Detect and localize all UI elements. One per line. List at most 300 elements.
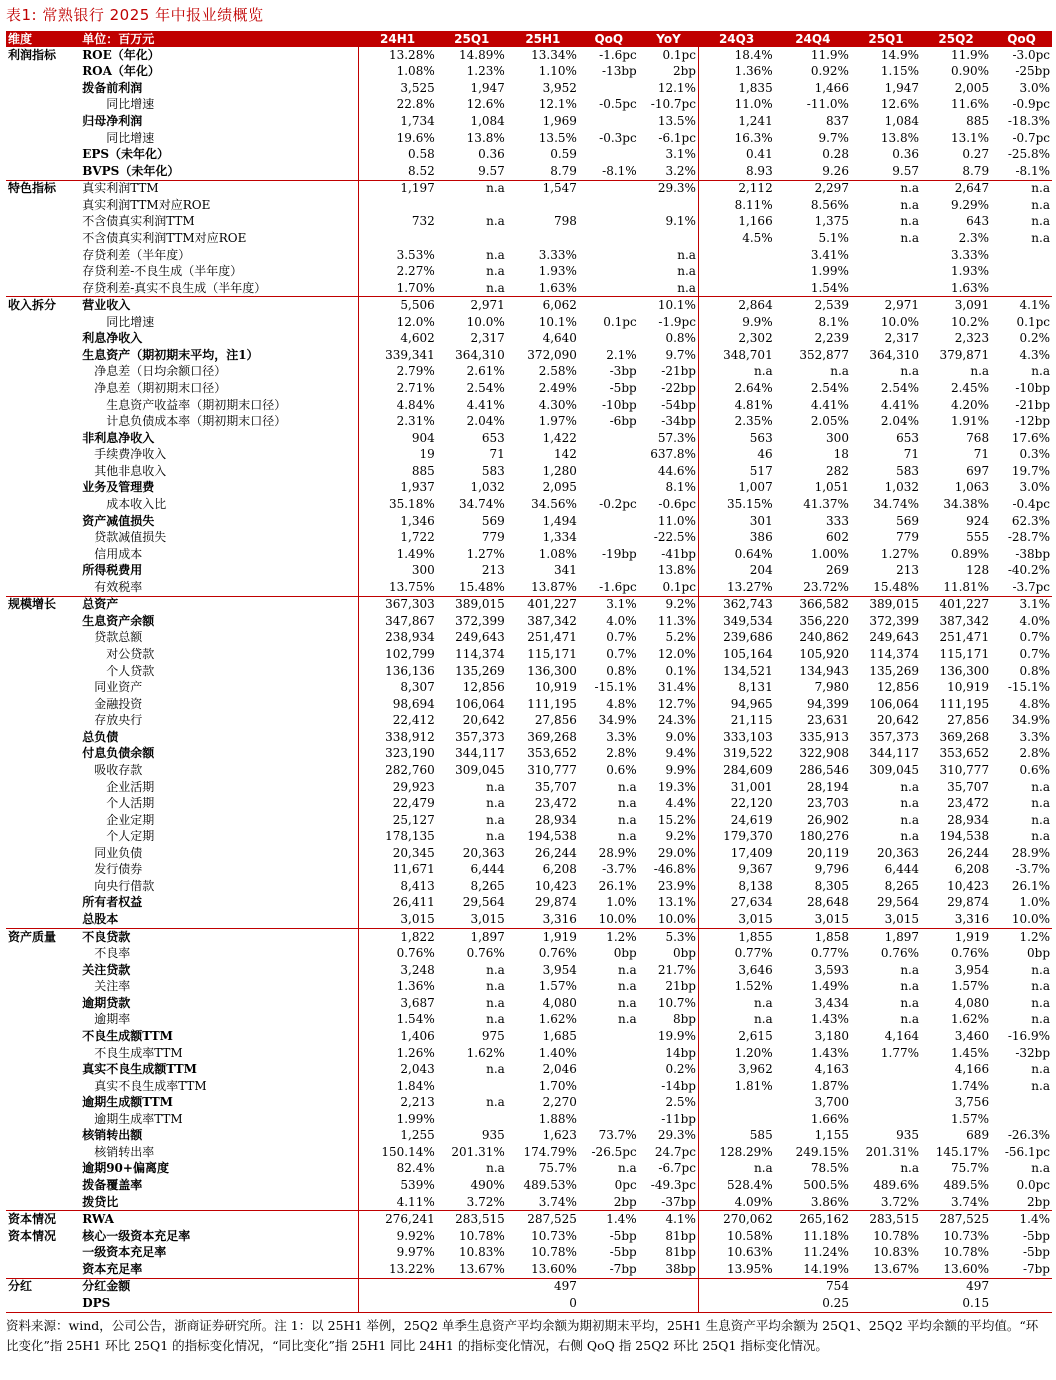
table-row — [6, 113, 1052, 130]
value-cell — [579, 562, 639, 579]
metric-label: 一级资本充足率 — [82, 1245, 167, 1260]
value-cell — [437, 1111, 507, 1128]
value-cell: 31.4% — [657, 680, 696, 695]
value-cell: 0.58 — [358, 146, 436, 163]
value-cell: 0pc — [614, 1178, 637, 1193]
value-cell: -3.7% — [1015, 862, 1050, 877]
value-cell: 282,760 — [358, 762, 436, 779]
value-cell: -56.1pc — [1004, 1144, 1050, 1159]
value-cell: 0.15 — [921, 1295, 991, 1312]
value-cell: 3.53% — [358, 247, 436, 264]
value-cell: 1.36% — [358, 979, 436, 996]
value-cell: 17,409 — [698, 845, 774, 862]
value-cell: 174.79% — [523, 1144, 577, 1159]
value-cell: 8,265 — [884, 878, 920, 893]
value-cell: 310,777 — [939, 762, 990, 777]
value-cell: 34.56% — [531, 496, 577, 511]
value-cell — [639, 1278, 699, 1295]
value-cell: -38bp — [1015, 546, 1050, 561]
section-label — [6, 795, 80, 812]
metric-label: 对公贷款 — [106, 647, 155, 662]
table-row — [6, 1194, 1052, 1211]
value-cell: 105,920 — [799, 647, 849, 662]
section-label — [6, 562, 80, 579]
value-cell: -6.1pc — [658, 130, 696, 145]
value-cell: 71 — [973, 447, 990, 462]
value-cell: -22bp — [661, 381, 696, 396]
section-label — [6, 480, 80, 497]
section-label — [6, 911, 80, 928]
value-cell: 4,080 — [542, 995, 577, 1010]
source-footnote: 资料来源：wind，公司公告，浙商证券研究所。注 1：以 25H1 举例，25Q2 单季生息资产平均余额为期初期末平均，25H1 生息资产平均余额为 25Q1、25Q2 平均余额的平均值。“环比变化”指 25H1 环比 25Q1 的指标变化情况，“同比变化”指 25H1 同比 24H1 的指标变化情况，右侧 QoQ 指 25Q2 环比 25Q1 指标变化情况。 — [6, 1318, 1039, 1353]
value-cell: 11.0% — [657, 513, 696, 528]
value-cell: 2.54% — [466, 381, 505, 396]
section-label — [6, 729, 80, 746]
section-label — [6, 1045, 80, 1062]
value-cell: 372,090 — [527, 347, 577, 362]
value-cell: 12.1% — [538, 97, 577, 112]
value-cell: 201.31% — [865, 1144, 920, 1159]
value-cell: 9.0% — [665, 729, 696, 744]
value-cell: -19bp — [602, 546, 637, 561]
section-label: 分红 — [6, 1278, 80, 1295]
value-cell: 300 — [358, 562, 436, 579]
value-cell — [579, 280, 639, 297]
value-cell — [579, 331, 639, 348]
value-cell: 2,046 — [542, 1062, 577, 1077]
value-cell — [639, 1295, 699, 1312]
value-cell: 106,064 — [455, 696, 505, 711]
value-cell — [579, 463, 639, 480]
value-cell — [579, 513, 639, 530]
value-cell: 14bp — [665, 1045, 696, 1060]
table-row — [6, 546, 1052, 563]
value-cell: 1,947 — [884, 80, 920, 95]
value-cell: 356,220 — [799, 613, 849, 628]
metric-label: 付息负债余额 — [82, 746, 155, 761]
value-cell: n.a — [617, 829, 637, 844]
table-body — [6, 47, 1052, 1312]
value-cell: 71 — [489, 447, 505, 462]
value-cell: n.a — [1031, 812, 1050, 827]
value-cell: 1,494 — [542, 513, 577, 528]
value-cell: 135,269 — [455, 663, 505, 678]
value-cell: 23,631 — [806, 713, 849, 728]
value-cell: 7,980 — [814, 680, 849, 695]
value-cell: 3,015 — [698, 911, 774, 928]
section-label — [6, 1111, 80, 1128]
value-cell: 28,934 — [947, 812, 990, 827]
value-cell: 213 — [896, 563, 920, 578]
value-cell: 145.17% — [935, 1144, 990, 1159]
section-label — [6, 630, 80, 647]
value-cell: 249.15% — [795, 1144, 849, 1159]
metric-label: 逾期生成率TTM — [94, 1111, 183, 1126]
value-cell: 10.0% — [880, 314, 920, 329]
metric-label: 总股本 — [82, 912, 119, 927]
value-cell: 310,777 — [527, 762, 577, 777]
value-cell: 3.3% — [1019, 729, 1050, 744]
section-label — [6, 97, 80, 114]
value-cell: 569 — [481, 513, 505, 528]
value-cell: 1.45% — [950, 1045, 990, 1060]
value-cell — [579, 447, 639, 464]
metric-label: 贷款总额 — [94, 630, 143, 645]
value-cell: 6,444 — [470, 862, 505, 877]
value-cell: 8,307 — [358, 679, 436, 696]
value-cell: 10,919 — [947, 680, 990, 695]
value-cell: 20,363 — [462, 845, 505, 860]
value-cell: -21bp — [661, 364, 696, 379]
section-label — [6, 696, 80, 713]
value-cell: 27,856 — [947, 713, 990, 728]
metric-label: BVPS（未年化） — [82, 163, 180, 178]
value-cell: 555 — [966, 530, 990, 545]
value-cell: 754 — [775, 1278, 851, 1295]
value-cell: 13.27% — [698, 579, 774, 596]
value-cell: 349,534 — [698, 613, 774, 630]
value-cell: n.a — [486, 995, 505, 1010]
metric-label: 逾期生成额TTM — [82, 1095, 173, 1110]
value-cell: 2,323 — [954, 331, 990, 346]
section-label — [6, 230, 80, 247]
value-cell: 3.33% — [950, 247, 990, 262]
header-cell: 24Q4 — [775, 31, 851, 47]
value-cell: n.a — [677, 264, 696, 279]
value-cell: 1,722 — [358, 529, 436, 546]
value-cell — [851, 263, 921, 280]
value-cell: 0bp — [613, 946, 637, 961]
value-cell: 81bp — [665, 1245, 696, 1260]
table-row — [6, 945, 1052, 962]
value-cell: 4.5% — [698, 230, 774, 247]
value-cell: 9,796 — [814, 862, 849, 877]
value-cell: 41.37% — [803, 496, 849, 511]
value-cell: 1,547 — [507, 180, 579, 197]
value-cell: 1.4% — [991, 1211, 1052, 1228]
value-cell: 12.0% — [657, 647, 696, 662]
section-label — [6, 1128, 80, 1145]
value-cell: 0.1pc — [662, 47, 696, 62]
value-cell: 239,686 — [698, 630, 774, 647]
value-cell: 28,648 — [806, 895, 849, 910]
value-cell: 46 — [698, 447, 774, 464]
section-label: 资本情况 — [6, 1211, 80, 1228]
metric-label: 向央行借款 — [94, 878, 155, 893]
value-cell: 13.8% — [880, 130, 920, 145]
value-cell: 111,195 — [939, 696, 990, 711]
value-cell: 13.87% — [531, 579, 577, 594]
value-cell: 9.57 — [478, 163, 505, 178]
section-label: 资产质量 — [6, 928, 80, 945]
section-label — [6, 331, 80, 348]
value-cell: 353,652 — [527, 746, 577, 761]
value-cell: 20,642 — [462, 713, 505, 728]
value-cell: 0.76% — [950, 946, 990, 961]
metric-label: 有效税率 — [94, 579, 143, 594]
value-cell: -0.7pc — [1012, 130, 1050, 145]
table-row — [6, 1111, 1052, 1128]
value-cell: 3.1% — [991, 596, 1052, 613]
value-cell: 26.1% — [1011, 878, 1050, 893]
value-cell: 17.6% — [1011, 430, 1050, 445]
value-cell: -13bp — [602, 64, 637, 79]
value-cell: 1.26% — [358, 1045, 436, 1062]
value-cell: 1.87% — [810, 1078, 849, 1093]
value-cell: 150.14% — [358, 1144, 436, 1161]
value-cell: 3,954 — [542, 962, 577, 977]
table-row — [6, 197, 1052, 214]
value-cell: 3.86% — [810, 1194, 849, 1209]
value-cell: 12.0% — [358, 314, 436, 331]
section-label — [6, 463, 80, 480]
table-row — [6, 878, 1052, 895]
value-cell: 1.49% — [810, 979, 849, 994]
value-cell: 0.90% — [950, 64, 990, 79]
value-cell: 34.9% — [598, 713, 637, 728]
value-cell: 9.92% — [358, 1228, 436, 1245]
value-cell: 697 — [966, 463, 990, 478]
metric-label: 存贷利差（半年度） — [82, 247, 191, 262]
value-cell: 4.30% — [538, 397, 577, 412]
value-cell — [991, 263, 1052, 280]
value-cell: -18.3% — [1007, 114, 1050, 129]
value-cell: n.a — [900, 197, 920, 212]
metric-label: 不良生成额TTM — [82, 1028, 173, 1043]
value-cell — [579, 1028, 639, 1045]
value-cell: -34bp — [661, 414, 696, 429]
value-cell: n.a — [830, 364, 849, 379]
value-cell: 1.52% — [698, 979, 774, 996]
value-cell: n.a — [617, 962, 637, 977]
value-cell: 12.6% — [466, 97, 505, 112]
metric-label: 金融投资 — [94, 696, 143, 711]
value-cell: n.a — [1031, 197, 1050, 212]
table-title: 表1: 常熟银行 2025 年中报业绩概览 — [6, 6, 264, 24]
value-cell: 22,479 — [358, 795, 436, 812]
value-cell: 81bp — [665, 1228, 696, 1243]
value-cell: -46.8% — [653, 862, 696, 877]
value-cell: 401,227 — [507, 596, 579, 613]
section-label — [6, 1161, 80, 1178]
value-cell — [698, 1278, 774, 1295]
metric-label: 不含债真实利润TTM — [82, 214, 195, 229]
value-cell: -37bp — [661, 1194, 696, 1209]
value-cell: 0.2% — [1019, 331, 1050, 346]
value-cell: 1,969 — [542, 114, 577, 129]
value-cell: 11,671 — [358, 862, 436, 879]
value-cell: 22,120 — [698, 795, 774, 812]
section-label — [6, 862, 80, 879]
value-cell: n.a — [486, 812, 505, 827]
value-cell: 367,303 — [358, 596, 436, 613]
value-cell: 364,310 — [869, 347, 920, 362]
section-label — [6, 163, 80, 180]
value-cell: 8.11% — [698, 197, 774, 214]
table-row — [6, 713, 1052, 730]
metric-label: 逾期率 — [94, 1012, 131, 1027]
value-cell: 1,855 — [698, 928, 774, 945]
value-cell: 539% — [358, 1177, 436, 1194]
value-cell: 1,897 — [437, 928, 507, 945]
value-cell: 3.41% — [810, 247, 849, 262]
table-row — [6, 928, 1052, 945]
value-cell: 5,506 — [358, 297, 436, 314]
value-cell: 3,687 — [358, 995, 436, 1012]
value-cell: 251,471 — [939, 630, 990, 645]
value-cell: 348,701 — [698, 347, 774, 364]
value-cell: 904 — [358, 430, 436, 447]
value-cell: 15.48% — [873, 579, 920, 594]
value-cell: 265,162 — [775, 1211, 851, 1228]
value-cell: 3,460 — [954, 1028, 990, 1043]
value-cell — [437, 1078, 507, 1095]
value-cell: 12,856 — [462, 680, 505, 695]
header-cell: 25Q1 — [851, 31, 921, 47]
value-cell: -7bp — [609, 1261, 637, 1276]
value-cell: n.a — [617, 995, 637, 1010]
value-cell: 18 — [833, 447, 849, 462]
value-cell: -25bp — [1015, 64, 1050, 79]
value-cell: 1,835 — [698, 80, 774, 97]
value-cell: 798 — [554, 214, 577, 229]
value-cell: 142 — [554, 447, 577, 462]
value-cell: 8.79 — [962, 163, 990, 178]
table-row — [6, 1028, 1052, 1045]
value-cell: 1,375 — [814, 214, 849, 229]
value-cell: 2.04% — [466, 414, 505, 429]
value-cell: n.a — [617, 1161, 637, 1176]
value-cell: 1.27% — [466, 546, 505, 561]
value-cell: -5bp — [1022, 1245, 1050, 1260]
metric-label: 逾期90+偏离度 — [82, 1161, 169, 1176]
value-cell: 3,248 — [358, 962, 436, 979]
value-cell: n.a — [486, 214, 505, 229]
value-cell: n.a — [900, 962, 920, 977]
section-label — [6, 979, 80, 996]
value-cell: 10,423 — [947, 878, 990, 893]
value-cell: n.a — [486, 979, 505, 994]
value-cell: -15.1% — [594, 680, 637, 695]
metric-label: RWA — [80, 1211, 358, 1228]
value-cell: 20,642 — [877, 713, 920, 728]
value-cell: 6,062 — [507, 297, 579, 314]
value-cell: 768 — [966, 430, 990, 445]
value-cell: 8,305 — [814, 878, 849, 893]
value-cell: 4.8% — [1019, 696, 1050, 711]
value-cell — [851, 280, 921, 297]
value-cell: 0.25 — [775, 1295, 851, 1312]
value-cell: 389,015 — [851, 596, 921, 613]
value-cell — [358, 1295, 436, 1312]
value-cell: 563 — [698, 430, 774, 447]
value-cell: 0.8% — [1019, 663, 1050, 678]
value-cell: 78.5% — [810, 1161, 849, 1176]
value-cell: 0.27 — [962, 147, 990, 162]
section-label — [6, 962, 80, 979]
value-cell: 0.7% — [606, 630, 637, 645]
value-cell: 1,032 — [884, 480, 920, 495]
value-cell: 0.8% — [665, 331, 696, 346]
value-cell: 3.2% — [665, 163, 696, 178]
value-cell: 2.79% — [358, 364, 436, 381]
value-cell — [991, 1295, 1052, 1312]
value-cell: 111,195 — [527, 696, 577, 711]
value-cell: 128.29% — [698, 1144, 774, 1161]
value-cell: -5bp — [609, 1245, 637, 1260]
value-cell: 114,374 — [455, 647, 505, 662]
value-cell: 1,334 — [542, 530, 577, 545]
value-cell: 6,444 — [884, 862, 920, 877]
value-cell — [579, 1078, 639, 1095]
value-cell: 0.76% — [538, 946, 577, 961]
table-row — [6, 630, 1052, 647]
metric-label: 关注率 — [94, 979, 131, 994]
value-cell: n.a — [1031, 962, 1050, 977]
metric-label: 所有者权益 — [82, 895, 143, 910]
value-cell: 1.57% — [950, 979, 990, 994]
metric-label: 真实不良生成额TTM — [82, 1062, 197, 1077]
value-cell: 238,934 — [358, 630, 436, 647]
table-row — [6, 146, 1052, 163]
section-label — [6, 513, 80, 530]
value-cell — [698, 1094, 774, 1111]
table-row — [6, 297, 1052, 314]
value-cell: 0.1pc — [603, 314, 637, 329]
value-cell: 31,001 — [698, 779, 774, 796]
value-cell: -6.7pc — [658, 1161, 696, 1176]
value-cell: 270,062 — [698, 1211, 774, 1228]
value-cell: 3,015 — [814, 912, 849, 927]
metric-label: 真实利润TTM — [80, 180, 358, 197]
value-cell: 2,615 — [698, 1028, 774, 1045]
table-row — [6, 263, 1052, 280]
value-cell: 10.73% — [531, 1228, 577, 1243]
value-cell — [507, 230, 579, 247]
value-cell: 1.36% — [698, 64, 774, 81]
value-cell: n.a — [1031, 829, 1050, 844]
section-label — [6, 280, 80, 297]
value-cell: 2.54% — [880, 381, 920, 396]
metric-label: 不良贷款 — [80, 928, 358, 945]
metric-label: 核销转出额 — [82, 1128, 143, 1143]
value-cell: 240,862 — [799, 630, 849, 645]
value-cell: 57.3% — [657, 430, 696, 445]
value-cell: 2,213 — [358, 1094, 436, 1111]
value-cell: -3.7% — [602, 862, 637, 877]
value-cell: 4.0% — [1019, 613, 1050, 628]
value-cell: 4.84% — [358, 397, 436, 414]
value-cell: 10.58% — [698, 1228, 774, 1245]
value-cell: 128 — [966, 563, 990, 578]
value-cell: 1,897 — [851, 928, 921, 945]
value-cell: 387,342 — [527, 613, 577, 628]
value-cell: 13.67% — [459, 1261, 505, 1276]
value-cell: -0.2pc — [599, 496, 637, 511]
metric-label: 非利息净收入 — [82, 430, 155, 445]
value-cell: 34.38% — [943, 496, 990, 511]
value-cell: -26.3% — [1007, 1128, 1050, 1143]
value-cell: 366,582 — [775, 596, 851, 613]
table-row — [6, 845, 1052, 862]
value-cell: 134,521 — [698, 663, 774, 680]
value-cell: 20,363 — [877, 845, 920, 860]
value-cell: 19.9% — [657, 1028, 696, 1043]
section-label — [6, 1028, 80, 1045]
value-cell: 29.3% — [657, 1128, 696, 1143]
section-label — [6, 779, 80, 796]
value-cell: 2.61% — [466, 364, 505, 379]
